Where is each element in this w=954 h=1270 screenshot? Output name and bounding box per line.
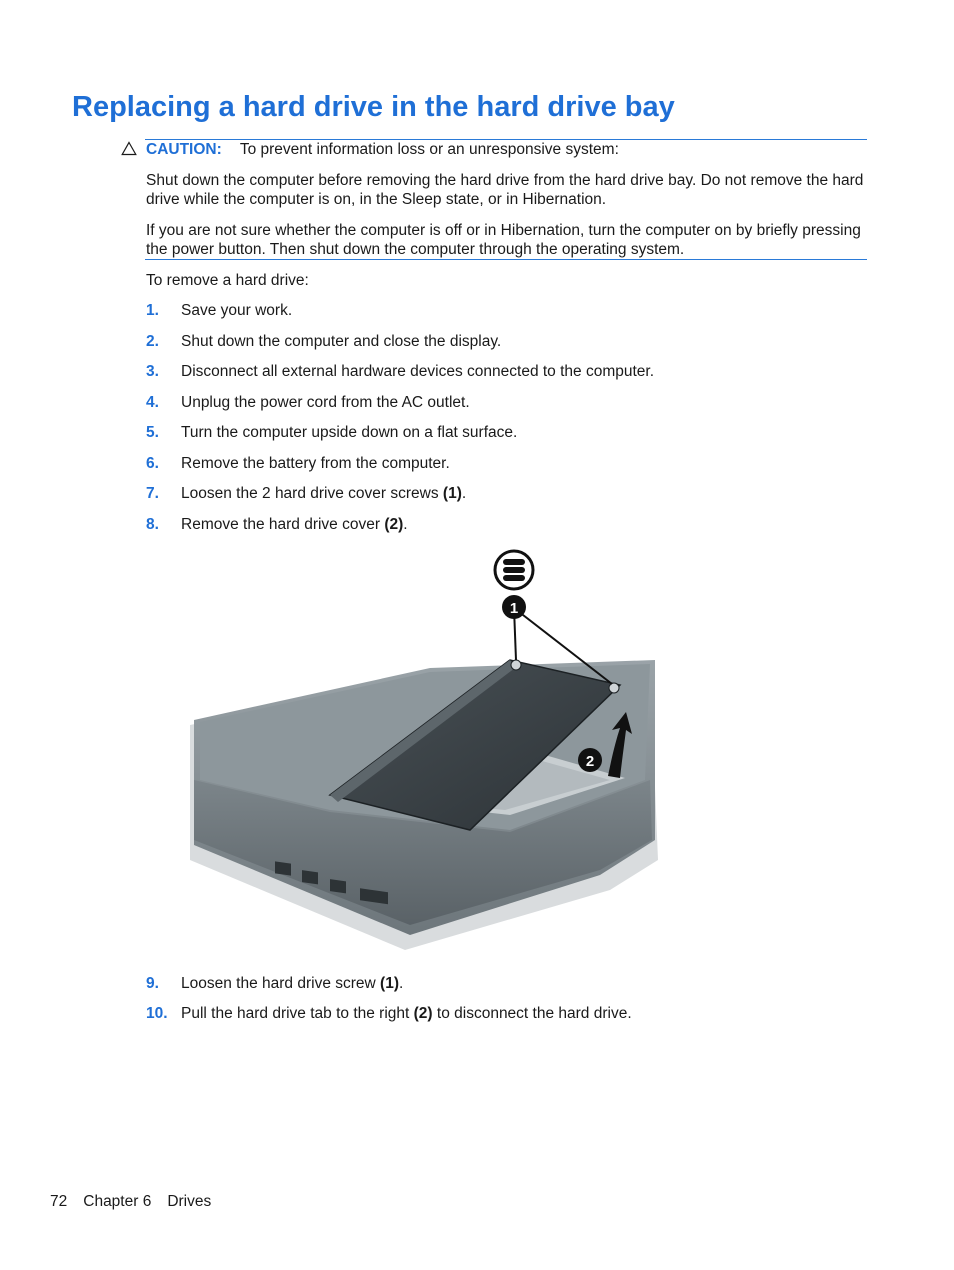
step-item	[146, 423, 517, 442]
caution-triangle-icon	[121, 141, 137, 156]
intro-text: To remove a hard drive:	[146, 272, 309, 289]
step-item	[146, 301, 292, 320]
step-number: 5.	[146, 424, 159, 441]
callout-1-label: 1	[509, 600, 519, 617]
step-text-end: .	[403, 516, 408, 533]
caution-row	[146, 140, 619, 159]
step-item	[146, 454, 450, 473]
step-item	[146, 393, 470, 412]
step-number: 10.	[146, 1005, 168, 1022]
step-text: Remove the battery from the computer.	[181, 455, 450, 472]
step-bold: (2)	[384, 516, 404, 533]
step-item	[146, 332, 501, 351]
caution-bottom-divider	[145, 259, 867, 260]
step-item	[146, 362, 654, 381]
caution-text: To prevent information loss or an unresponsive system:	[239, 141, 619, 158]
step-bold: (2)	[413, 1005, 433, 1022]
step-item	[146, 484, 466, 503]
caution-paragraph-1: Shut down the computer before removing the hard drive from the hard drive bay. Do not remove the hard drive while the computer is on, in the Sleep state, or in Hibernation.	[146, 172, 864, 208]
step-number: 8.	[146, 516, 159, 533]
step-text: Save your work.	[181, 302, 293, 319]
footer-chapter: Chapter 6	[83, 1193, 152, 1210]
step-number: 3.	[146, 363, 159, 380]
step-number: 2.	[146, 333, 159, 350]
step-text: Unplug the power cord from the AC outlet.	[181, 394, 470, 411]
hard-drive-cover-illustration	[180, 540, 670, 960]
step-item	[146, 974, 403, 993]
footer-section: Drives	[167, 1193, 212, 1210]
step-item	[146, 1004, 632, 1023]
step-bold: (1)	[442, 485, 462, 502]
step-text: Shut down the computer and close the display.	[181, 333, 502, 350]
callout-1	[502, 595, 526, 619]
step-number: 1.	[146, 302, 159, 319]
step-text: Loosen the hard drive screw	[181, 975, 381, 992]
callout-2-label: 2	[585, 753, 595, 770]
page-footer	[50, 1193, 227, 1211]
caution-label: CAUTION:	[146, 141, 222, 158]
page-number: 72	[50, 1193, 68, 1210]
step-number: 4.	[146, 394, 159, 411]
step-text-end: .	[461, 485, 467, 502]
step-number: 9.	[146, 975, 159, 992]
step-number: 6.	[146, 455, 159, 472]
step-text-end: .	[398, 975, 404, 992]
hard-drive-icon	[495, 551, 533, 589]
step-number: 7.	[146, 485, 159, 502]
step-bold: (1)	[380, 975, 399, 992]
step-text: Remove the hard drive cover	[181, 516, 385, 533]
caution-paragraph-2: If you are not sure whether the computer is off or in Hibernation, turn the computer on by briefly pressing the power button. Then shut down the computer through the operating system.	[146, 222, 861, 258]
step-text-end: to disconnect the hard drive.	[432, 1005, 632, 1022]
page-title: Replacing a hard drive in the hard drive bay	[72, 91, 675, 123]
step-item	[146, 515, 408, 534]
step-text: Pull the hard drive tab to the right	[181, 1005, 414, 1022]
step-text: Loosen the 2 hard drive cover screws	[181, 485, 443, 502]
step-text: Disconnect all external hardware devices connected to the computer.	[181, 363, 655, 380]
callout-2	[578, 748, 602, 772]
step-text: Turn the computer upside down on a flat surface.	[181, 424, 518, 441]
